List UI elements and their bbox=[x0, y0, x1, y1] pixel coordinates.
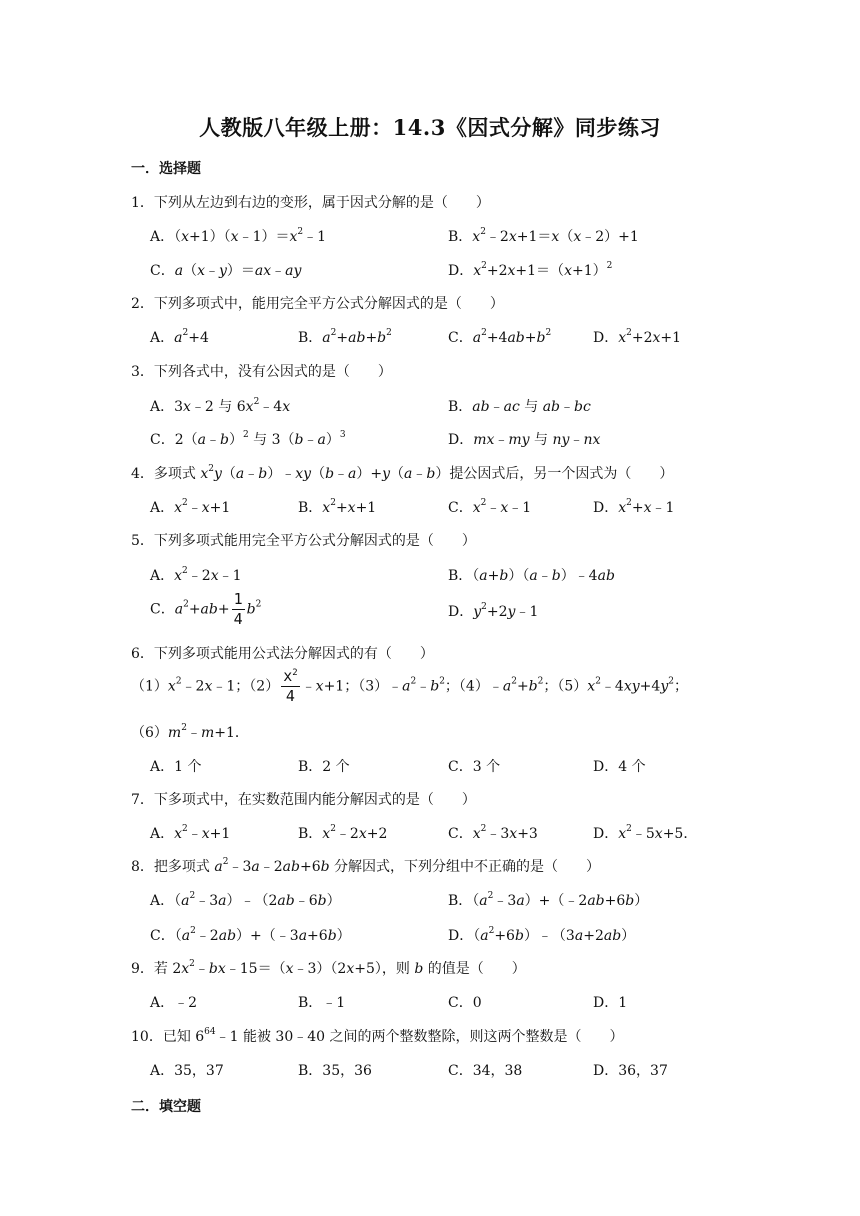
question-1-option-c: C．a（x﹣y）＝ax﹣ay bbox=[150, 263, 302, 279]
question-7-option-b: B．$x^2﹣2x+2$ bbox=[298, 824, 388, 842]
question-7-option-c: C．$x^2﹣3x+3$ bbox=[448, 824, 538, 842]
question-7-option-a: A．$x^2﹣x+1$ bbox=[150, 824, 231, 842]
question-10-option-a: A．35，37 bbox=[150, 1063, 224, 1079]
fraction-one-quarter: $\frac{1}{4}$ bbox=[233, 590, 243, 628]
question-8-option-d: D．$(a^2+6b)﹣(3a+2ab)$ bbox=[448, 926, 636, 944]
question-3-option-d: D．mx﹣my 与 ny﹣nx bbox=[448, 432, 601, 448]
question-3-option-b: B．ab﹣ac 与 ab﹣bc bbox=[448, 399, 591, 415]
question-3-option-c: C．2（a﹣b）$^2$ 与 3（b﹣a）$^3$ bbox=[150, 430, 346, 448]
question-1-option-b: B．$x^2﹣2x+1=x(x﹣2)+1$ bbox=[448, 227, 639, 245]
question-8-option-c: C．$(a^2﹣2ab)+(﹣3a+6b)$ bbox=[150, 926, 351, 944]
question-5-option-a: A．$x^2﹣2x﹣1$ bbox=[150, 566, 242, 584]
question-7-stem: 7．下多项式中，在实数范围内能分解因式的是（ ） bbox=[131, 792, 476, 808]
question-9-option-c: C．0 bbox=[448, 995, 482, 1011]
question-3-stem: 3．下列各式中，没有公因式的是（ ） bbox=[131, 364, 392, 380]
question-6-option-a: A．1 个 bbox=[150, 759, 202, 775]
question-6-option-d: D．4 个 bbox=[593, 759, 646, 775]
question-10-stem: 10．已知 $6^{64}﹣1$ 能被 30﹣40 之间的两个整数整除，则这两个整数是（ ） bbox=[131, 1027, 624, 1045]
question-10-option-d: D．36，37 bbox=[593, 1063, 668, 1079]
question-4-option-a: A．$x^2﹣x+1$ bbox=[150, 498, 231, 516]
fraction-x-squared-over-4: $\frac{x^2}{4}$ bbox=[283, 667, 298, 705]
question-9-stem: 9．若 $2x^2﹣bx﹣15=(x﹣3)(2x+5)$，则 b 的值是（ ） bbox=[131, 959, 526, 977]
question-9-option-b: B．﹣1 bbox=[298, 995, 346, 1011]
question-1-option-a: A．$(x+1)(x﹣1)=x^2﹣1$ bbox=[150, 227, 327, 245]
question-10-option-b: B．35，36 bbox=[298, 1063, 372, 1079]
question-8-option-b: B．$(a^2﹣3a)+(﹣2ab+6b)$ bbox=[448, 891, 649, 909]
question-6-items-line-2: $(6)m^2﹣m+1$． bbox=[131, 723, 249, 741]
question-6-stem: 6．下列多项式能用公式法分解因式的有（ ） bbox=[131, 646, 434, 662]
question-1-stem: 1．下列从左边到右边的变形，属于因式分解的是（ ） bbox=[131, 195, 490, 211]
question-9-option-d: D．1 bbox=[593, 995, 628, 1011]
question-2-option-d: D．$x^2+2x+1$ bbox=[593, 328, 682, 346]
question-8-option-a: A．$(a^2﹣3a)﹣(2ab﹣6b)$ bbox=[150, 891, 341, 909]
question-2-option-a: A．$a^2+4$ bbox=[150, 328, 209, 346]
question-5-option-d: D．$y^2+2y﹣1$ bbox=[448, 602, 539, 620]
question-6-option-b: B．2 个 bbox=[298, 759, 350, 775]
question-9-option-a: A．﹣2 bbox=[150, 995, 198, 1011]
question-8-stem: 8．把多项式 $a^2﹣3a﹣2ab+6b$ 分解因式，下列分组中不正确的是（ ） bbox=[131, 857, 601, 875]
question-4-stem: 4．多项式 $x^2y(a﹣b)﹣xy(b﹣a)+y(a﹣b)$提公因式后，另一个因式为（ ） bbox=[131, 464, 674, 482]
page-title: 人教版八年级上册：14.3《因式分解》同步练习 bbox=[199, 115, 661, 140]
question-6-option-c: C．3 个 bbox=[448, 759, 501, 775]
question-6-items-line-1: $(1)x^2﹣2x﹣1$；（2） $\frac{x^2}{4}$ ﹣x+1；$(3)﹣a^2﹣b^2$；$(4)﹣a^2+b^2$；$(5)x^2﹣4xy+4y^2$； bbox=[131, 667, 688, 705]
question-4-option-b: B．$x^2+x+1$ bbox=[298, 498, 377, 516]
question-3-option-a: A．3x﹣2 与 $6x^2﹣4x$ bbox=[150, 397, 291, 415]
question-4-option-c: C．$x^2﹣x﹣1$ bbox=[448, 498, 532, 516]
question-1-option-d: D．$x^2+2x+1=(x+1)^2$ bbox=[448, 261, 613, 279]
question-5-option-b: B．（a+b）（a﹣b）﹣4ab bbox=[448, 568, 615, 584]
question-2-option-c: C．$a^2+4ab+b^2$ bbox=[448, 328, 552, 346]
question-5-stem: 5．下列多项式能用完全平方公式分解因式的是（ ） bbox=[131, 533, 476, 549]
question-2-stem: 2．下列多项式中，能用完全平方公式分解因式的是（ ） bbox=[131, 296, 504, 312]
question-5-option-c: C．$a^2+ab+$ $\frac{1}{4}$ $b^2$ bbox=[150, 590, 262, 628]
question-10-option-c: C．34，38 bbox=[448, 1063, 523, 1079]
section-choice-heading: 一．选择题 bbox=[131, 161, 201, 177]
question-4-option-d: D．$x^2+x﹣1$ bbox=[593, 498, 675, 516]
question-7-option-d: D．$x^2﹣5x+5$． bbox=[593, 824, 698, 842]
section-fill-heading: 二．填空题 bbox=[131, 1099, 201, 1115]
question-2-option-b: B．$a^2+ab+b^2$ bbox=[298, 328, 392, 346]
